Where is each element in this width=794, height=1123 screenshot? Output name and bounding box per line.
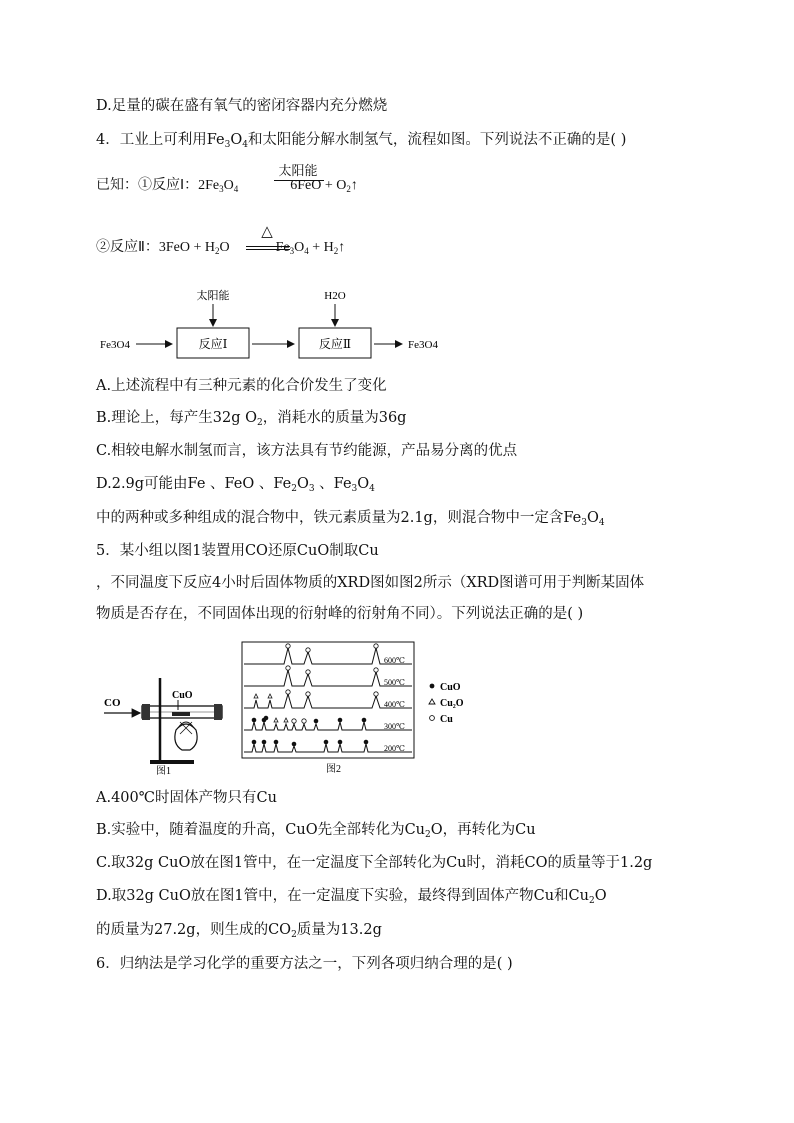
legend-cu2o-icon bbox=[429, 699, 435, 704]
cu-marker-icon bbox=[374, 692, 378, 696]
q5-option-d-cont-part-a: 的质量为27.2g，则生成的CO bbox=[96, 922, 292, 938]
subscript: 2 bbox=[257, 418, 263, 428]
cuo-marker-icon bbox=[338, 718, 343, 723]
q5-stem-line-1: 5．某小组以图1装置用CO还原CuO制取Cu bbox=[96, 543, 379, 559]
q4-option-c: C.相较电解水制氢而言，该方法具有节约能源，产品易分离的优点 bbox=[96, 443, 518, 459]
temp-label-500: 500℃ bbox=[384, 678, 405, 687]
subscript: 3 bbox=[219, 184, 224, 194]
reaction-1-condition-bar bbox=[274, 180, 324, 181]
subscript: 3 bbox=[224, 140, 231, 150]
cuo-marker-icon bbox=[364, 740, 369, 745]
q5-option-b bbox=[96, 820, 536, 840]
fig1-cuo-sample-icon bbox=[172, 712, 190, 716]
cuo-marker-icon bbox=[338, 740, 343, 745]
reaction-2-right-b: O bbox=[294, 240, 305, 255]
cu-marker-icon bbox=[374, 668, 378, 672]
flow-output-label: Fe3O4 bbox=[408, 339, 438, 351]
gas-arrow-icon: ↑ bbox=[338, 240, 346, 255]
subscript: 3 bbox=[581, 518, 587, 528]
q4-option-d-part-a: D.2.9g可能由Fe 、FeO 、Fe bbox=[96, 476, 292, 492]
flow-input-label: Fe3O4 bbox=[100, 339, 130, 351]
fig1-stopper-icon bbox=[142, 704, 150, 720]
q5-option-d-part-a: D.取32g CuO放在图1管中，在一定温度下实验，最终得到固体产物Cu和Cu bbox=[96, 888, 589, 904]
cuo-marker-icon bbox=[362, 718, 367, 723]
flow-box-1-label: 反应Ⅰ bbox=[198, 337, 228, 351]
cuo-marker-icon bbox=[252, 718, 257, 723]
q4-option-d-part-b: O bbox=[296, 476, 309, 492]
subscript: 3 bbox=[351, 484, 358, 494]
q4-option-a: A.上述流程中有三种元素的化合价发生了变化 bbox=[96, 378, 387, 394]
reaction-2-left: 3FeO + H bbox=[158, 240, 216, 255]
q4-stem-part-c: 和太阳能分解水制氢气，流程如图。下列说法不正确的是( ) bbox=[247, 132, 627, 148]
legend-cu2o-label: Cu₂O bbox=[440, 698, 464, 709]
q4-option-d bbox=[96, 474, 375, 494]
subscript: 4 bbox=[242, 140, 248, 150]
cu-marker-icon bbox=[302, 719, 306, 723]
subscript: 2 bbox=[346, 184, 351, 194]
temp-label-200: 200℃ bbox=[384, 744, 405, 753]
q4-option-d-cont-part-b: O bbox=[586, 510, 599, 526]
reaction-1-condition: 太阳能 bbox=[278, 164, 318, 179]
flow-diagram bbox=[96, 286, 456, 366]
cu-marker-icon bbox=[306, 692, 310, 696]
q4-option-b-part-a: B.理论上，每产生32g O bbox=[96, 410, 257, 426]
cuo-marker-icon bbox=[274, 740, 279, 745]
fig1-stopper-icon bbox=[214, 704, 222, 720]
legend-cuo-icon bbox=[430, 684, 435, 689]
cu-marker-icon bbox=[286, 644, 290, 648]
q4-stem bbox=[96, 130, 626, 150]
reaction-1 bbox=[96, 176, 358, 196]
reaction-2-prefix: ②反应Ⅱ： bbox=[96, 240, 159, 255]
gas-arrow-icon: ↑ bbox=[350, 178, 358, 193]
q4-stem-part-b: O bbox=[230, 132, 243, 148]
cu2o-marker-icon bbox=[284, 718, 288, 722]
fig2-caption: 图2 bbox=[326, 764, 341, 775]
q5-option-a: A.400℃时固体产物只有Cu bbox=[96, 790, 277, 806]
flow-top-2-label: H2O bbox=[324, 290, 346, 302]
subscript: 3 bbox=[289, 246, 295, 256]
q5-option-b-part-b: O，再转化为Cu bbox=[430, 822, 536, 838]
q4-option-d-cont-part-a: 中的两种或多种组成的混合物中，铁元素质量为2.1g，则混合物中一定含Fe bbox=[96, 510, 582, 526]
cu-marker-icon bbox=[292, 719, 296, 723]
reaction-2-right-c: + H bbox=[308, 240, 334, 255]
reaction-1-prefix: 已知：①反应Ⅰ： bbox=[96, 178, 199, 193]
fig1-stand-base-icon bbox=[150, 760, 194, 764]
cu-marker-icon bbox=[286, 666, 290, 670]
q4-option-b bbox=[96, 408, 406, 428]
q5-option-c: C.取32g CuO放在图1管中，在一定温度下全部转化为Cu时，消耗CO的质量等于1.2g bbox=[96, 855, 653, 871]
flow-top-1-label: 太阳能 bbox=[196, 290, 230, 302]
cuo-marker-icon bbox=[292, 742, 297, 747]
fig1-co-label: CO bbox=[104, 697, 121, 709]
reaction-2 bbox=[96, 238, 345, 258]
subscript: 4 bbox=[233, 184, 239, 194]
legend-cu-icon bbox=[430, 716, 435, 721]
subscript: 2 bbox=[333, 246, 339, 256]
legend-cuo-label: CuO bbox=[440, 682, 461, 693]
legend-cu-label: Cu bbox=[440, 714, 453, 725]
q5-option-d-continued bbox=[96, 920, 382, 940]
cu-marker-icon bbox=[286, 690, 290, 694]
q4-option-d-part-d: O bbox=[357, 476, 370, 492]
q4-option-b-part-b: ，消耗水的质量为36g bbox=[262, 410, 407, 426]
q4-option-d-part-c: 、Fe bbox=[314, 476, 352, 492]
flow-box-2-label: 反应Ⅱ bbox=[318, 337, 352, 351]
fig1-cuo-label: CuO bbox=[172, 690, 193, 701]
subscript: 2 bbox=[291, 930, 297, 940]
cuo-marker-icon bbox=[314, 719, 319, 724]
cuo-marker-icon bbox=[324, 740, 329, 745]
q5-stem-line-2: ，不同温度下反应4小时后固体物质的XRD图如图2所示（XRD图谱可用于判断某固体 bbox=[96, 575, 645, 591]
reaction-1-right: 6FeO + O bbox=[290, 178, 347, 193]
q4-option-d-continued bbox=[96, 508, 605, 528]
cuo-marker-icon bbox=[264, 716, 269, 721]
subscript: 2 bbox=[588, 896, 595, 906]
reaction-2-condition: △ bbox=[261, 222, 273, 240]
fig1-caption: 图1 bbox=[156, 766, 171, 777]
temp-label-400: 400℃ bbox=[384, 700, 405, 709]
q4-stem-part-a: 4．工业上可利用Fe bbox=[96, 132, 225, 148]
temp-label-600: 600℃ bbox=[384, 656, 405, 665]
subscript: 2 bbox=[215, 246, 220, 256]
cu2o-marker-icon bbox=[268, 694, 272, 698]
cuo-marker-icon bbox=[252, 740, 257, 745]
cuo-marker-icon bbox=[262, 740, 267, 745]
reaction-2-condition-bar bbox=[246, 246, 290, 250]
cu2o-marker-icon bbox=[254, 694, 258, 698]
q6-stem: 6．归纳法是学习化学的重要方法之一，下列各项归纳合理的是( ) bbox=[96, 956, 513, 972]
q5-option-b-part-a: B.实验中，随着温度的升高，CuO先全部转化为Cu bbox=[96, 822, 426, 838]
reaction-1-left-o: O bbox=[223, 178, 234, 193]
cu2o-marker-icon bbox=[274, 718, 278, 722]
q5-option-d-cont-part-b: 质量为13.2g bbox=[296, 922, 382, 938]
reaction-2-right-a: Fe bbox=[275, 240, 290, 255]
subscript: 2 bbox=[425, 830, 431, 840]
reaction-1-left: 2Fe bbox=[198, 178, 220, 193]
q3-option-d: D.足量的碳在盛有氧气的密闭容器内充分燃烧 bbox=[96, 98, 388, 114]
temp-label-300: 300℃ bbox=[384, 722, 405, 731]
subscript: 4 bbox=[369, 484, 375, 494]
subscript: 4 bbox=[598, 518, 605, 528]
cu-marker-icon bbox=[374, 644, 378, 648]
figure-1-apparatus bbox=[96, 660, 232, 778]
subscript: 2 bbox=[291, 484, 297, 494]
figure-2-xrd bbox=[240, 640, 470, 778]
cu-marker-icon bbox=[306, 670, 310, 674]
subscript: 4 bbox=[304, 246, 309, 256]
q5-option-d-part-b: O bbox=[594, 888, 607, 904]
q5-stem-line-3: 物质是否存在，不同固体出现的衍射峰的衍射角不同）。下列说法正确的是( ) bbox=[96, 606, 584, 622]
reaction-2-left-o: O bbox=[219, 240, 230, 255]
subscript: 3 bbox=[308, 484, 315, 494]
q5-option-d bbox=[96, 886, 607, 906]
cu-marker-icon bbox=[306, 648, 310, 652]
